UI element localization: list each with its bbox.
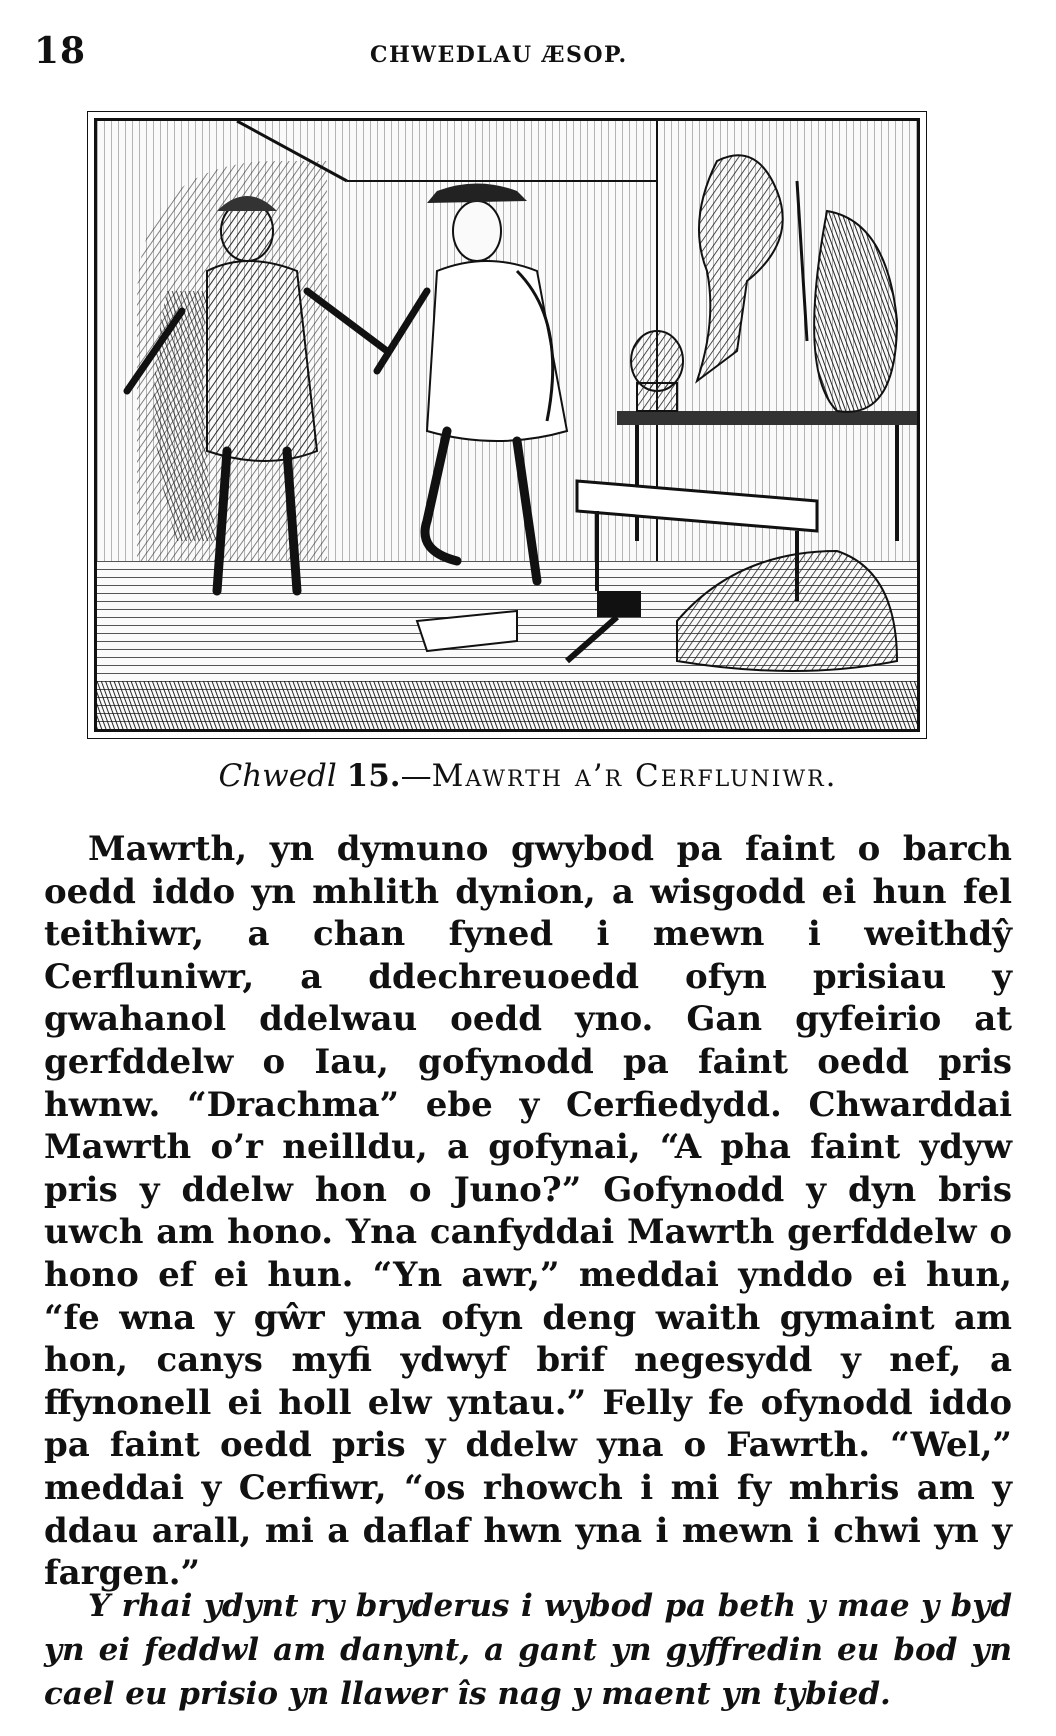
engraving-picture: [97, 121, 917, 729]
fable-moral: Y rhai ydynt ry bryderus i wybod pa beth y mae y byd yn ei feddwl am danynt, a gant yn gyffredin eu bod yn cael eu prisio yn llawer îs nag y maent yn tybied.: [44, 1588, 1012, 1712]
fable-caption: [0, 758, 1056, 794]
caption-word: Chwedl: [218, 758, 337, 794]
fable-illustration: [94, 118, 920, 732]
caption-dash: —: [400, 758, 432, 794]
caption-number: 15.: [346, 758, 401, 794]
page-number: 18: [34, 30, 87, 72]
running-title: CHWEDLAU ÆSOP.: [370, 42, 628, 68]
page-header: [34, 30, 1014, 70]
fable-body-paragraph: Mawrth, yn dymuno gwybod pa faint o barch oedd iddo yn mhlith dynion, a wisgodd ei hun fel teithiwr, a chan fyned i mewn i weithdŷ Cerfluniwr, a ddechreuoedd ofyn prisiau y gwahanol ddelwau oedd yno. Gan gyfeirio at gerfddelw o Iau, gofynodd pa faint oedd pris hwnw. “Drachma” ebe y Cerfiedydd. Chwarddai Mawrth o’r neilldu, a gofynai, “A pha faint ydyw pris y ddelw hon o Juno?” Gofynodd y dyn bris uwch am hono. Yna canfyddai Mawrth gerfddelw o hono ef ei hun. “Yn awr,” meddai ynddo ei hun, “fe wna y gŵr yma ofyn deng waith gymaint am hon, canys myfi ydwyf brif negesydd y nef, a ffynonell ei holl elw yntau.” Felly fe ofynodd iddo pa faint oedd pris y ddelw yna o Fawrth. “Wel,” meddai y Cerfiwr, “os rhowch i mi fy mhris am y ddau arall, mi a daflaf hwn yna i mewn i chwi yn y fargen.”: [44, 829, 1012, 1594]
caption-title: Mawrth a’r Cerfluniwr.: [431, 758, 838, 794]
